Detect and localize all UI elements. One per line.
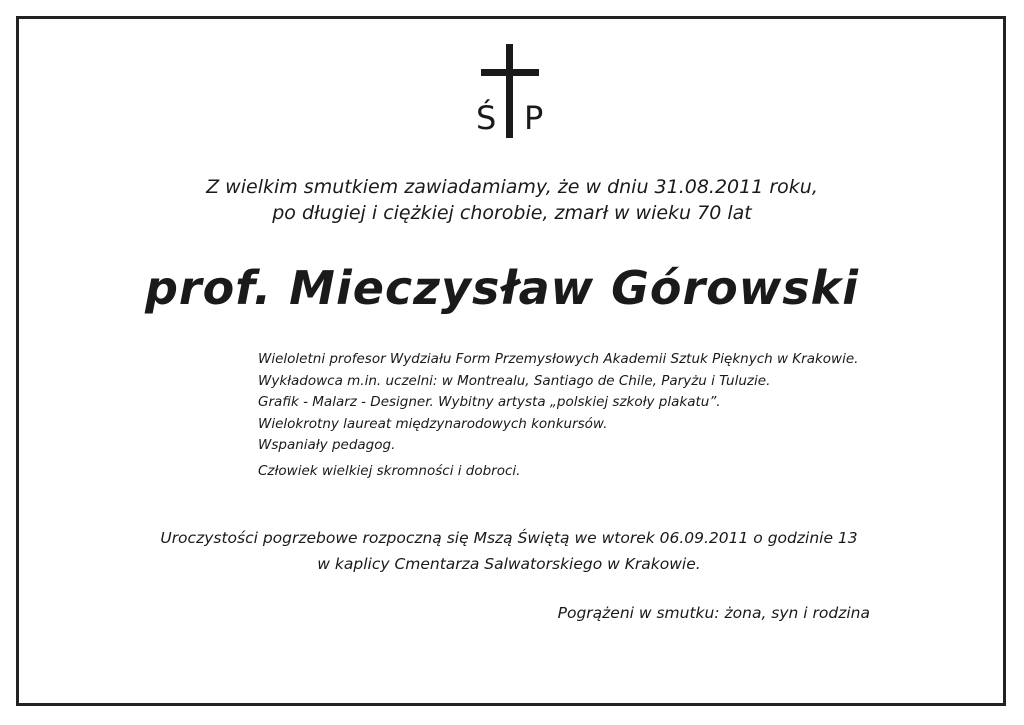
initial-s: Ś xyxy=(476,99,497,137)
biography xyxy=(258,349,858,457)
biography-closing: Człowiek wielkiej skromności i dobroci. xyxy=(258,463,521,479)
biography-line: Wieloletni profesor Wydziału Form Przemysłowych Akademii Sztuk Pięknych w Krakowie. xyxy=(258,351,859,367)
intro-line-1: Z wielkim smutkiem zawiadamiamy, że w dniu 31.08.2011 roku, xyxy=(206,176,818,198)
biography-line: Wykładowca m.in. uczelni: w Montrealu, Santiago de Chile, Paryżu i Tuluzie. xyxy=(258,372,771,389)
mourners-line: Pogrążeni w smutku: żona, syn i rodzina xyxy=(557,604,870,622)
biography-line: Grafik - Malarz - Designer. Wybitny artysta „polskiej szkoły plakatu”. xyxy=(258,394,721,410)
funeral-line-1: Uroczystości pogrzebowe rozpoczną się Mszą Świętą we wtorek 06.09.2011 o godzinie 13 xyxy=(160,529,858,547)
biography-line: Wielokrotny laureat międzynarodowych konkursów. xyxy=(258,415,608,432)
cross-vertical-bar xyxy=(506,44,513,138)
deceased-name: prof. Mieczysław Górowski xyxy=(144,261,860,315)
biography-line: Wspaniały pedagog. xyxy=(258,437,396,453)
funeral-line-2: w kaplicy Cmentarza Salwatorskiego w Krakowie. xyxy=(317,555,701,573)
initial-p: P xyxy=(524,99,544,137)
intro-line-2: po długiej i ciężkiej chorobie, zmarł w wieku 70 lat xyxy=(272,202,752,224)
cross-horizontal-bar xyxy=(481,69,539,76)
